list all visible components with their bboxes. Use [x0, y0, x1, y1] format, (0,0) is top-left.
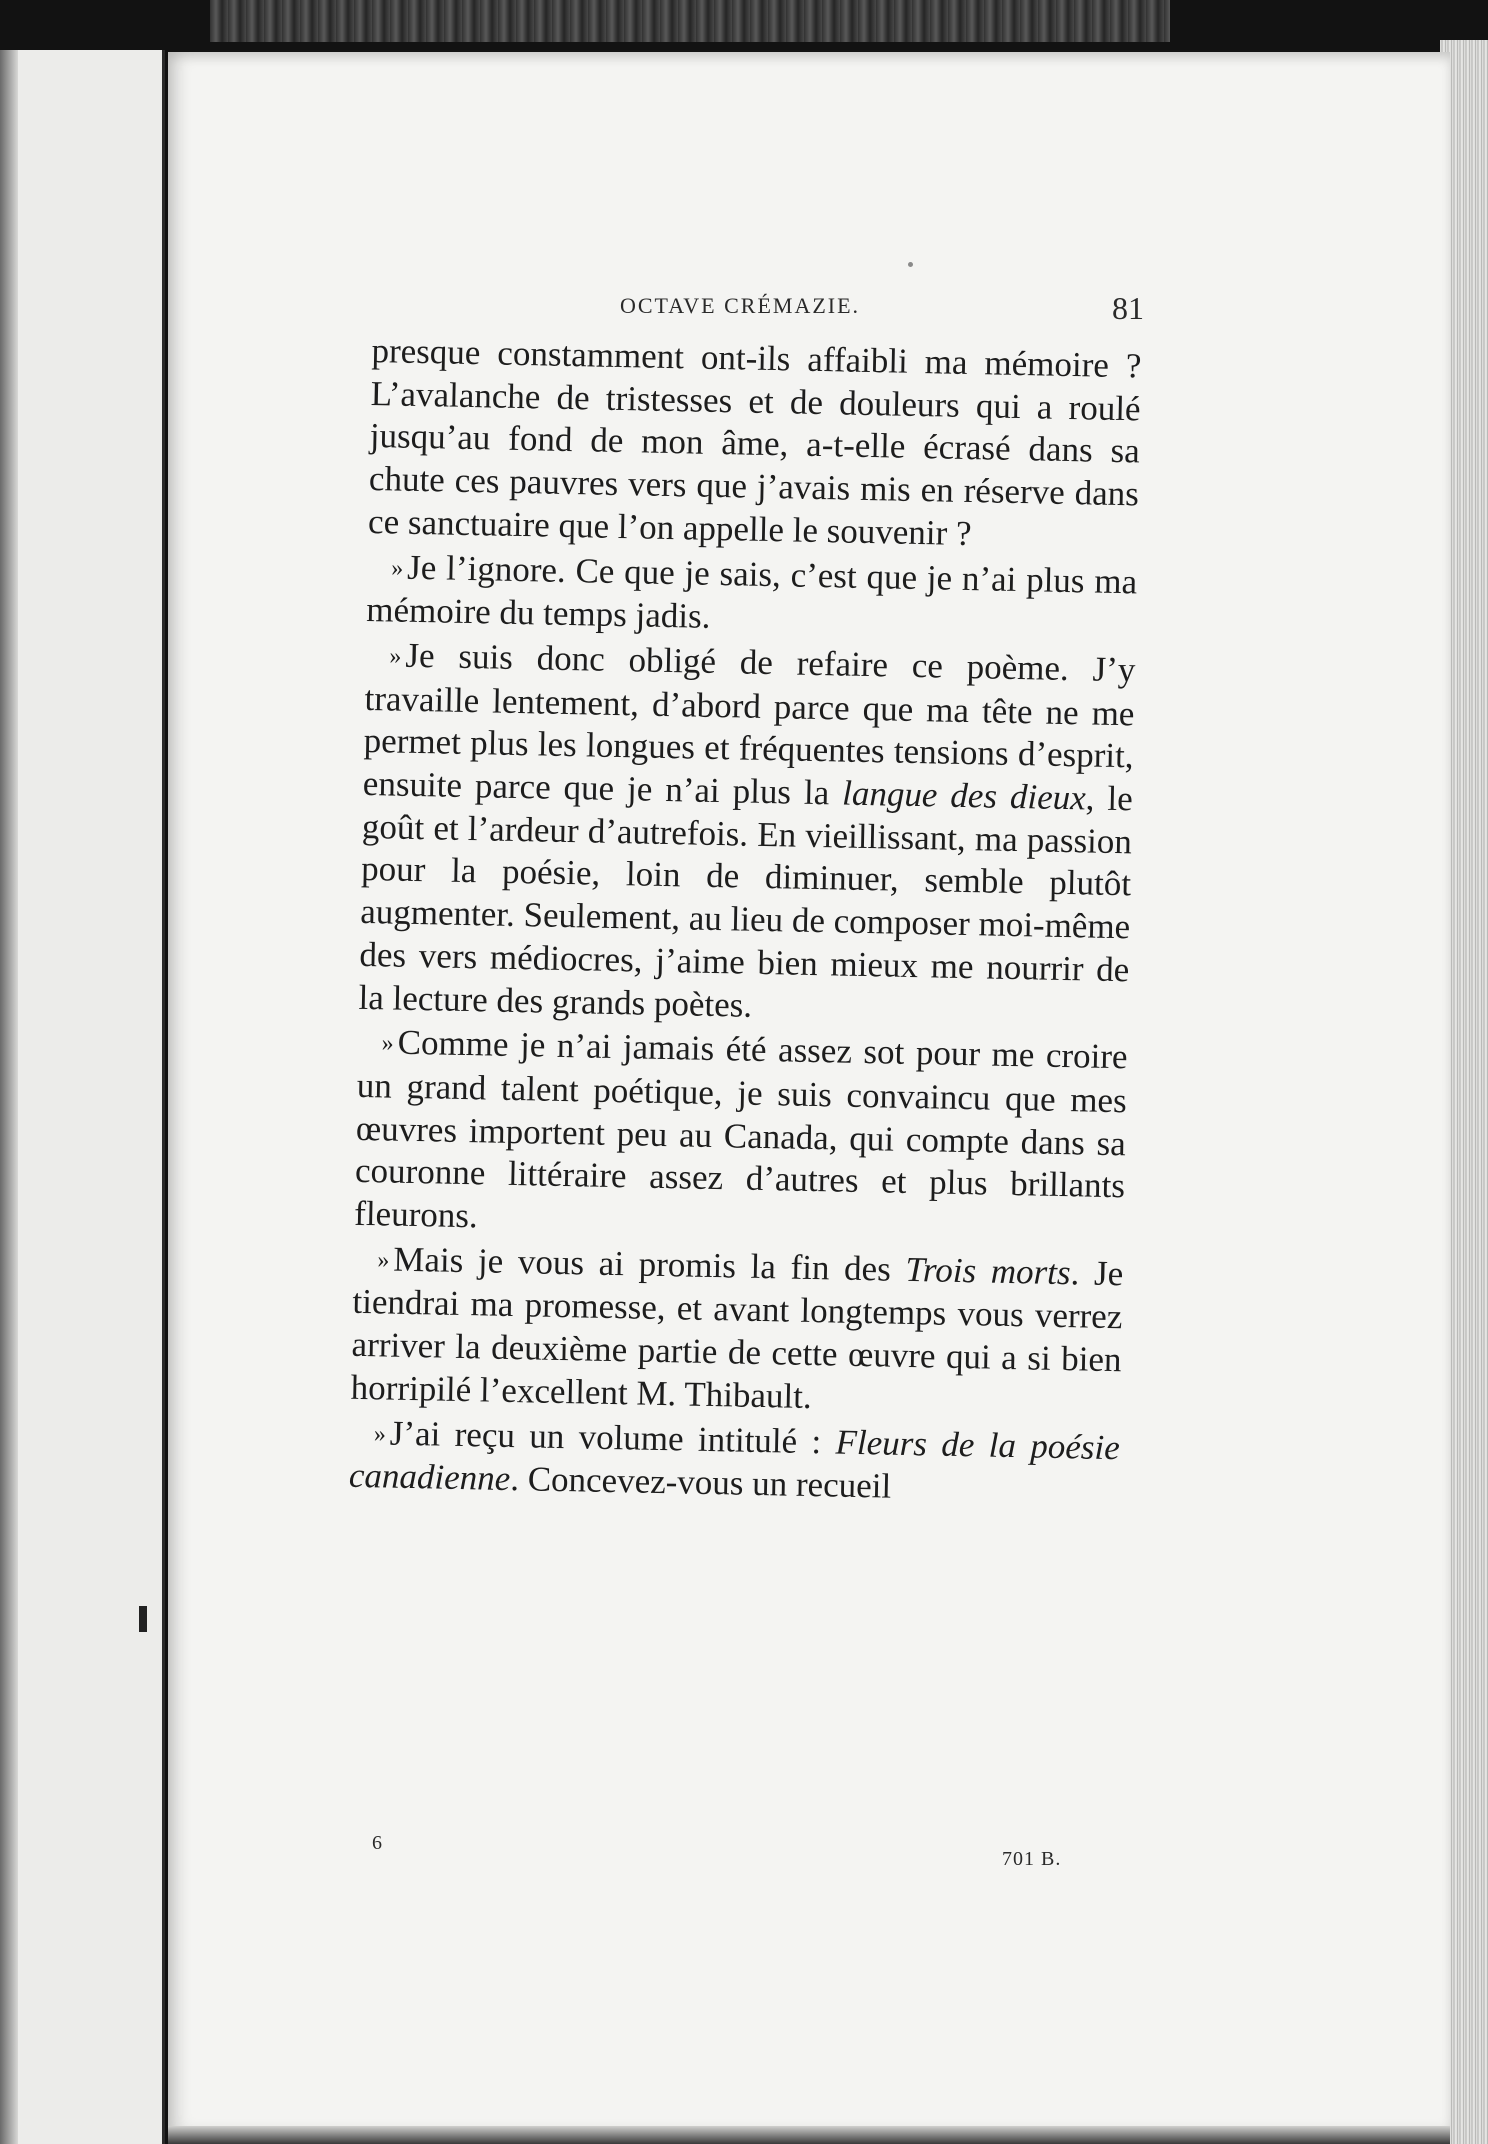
italic-text: Trois morts: [905, 1249, 1072, 1292]
gutter-shadow: [0, 50, 18, 2144]
paragraph: [350, 1238, 1123, 1425]
text-run: presque constamment ont-ils affaibli ma mémoire ? L’avalanche de tristesses et de douleurs qui a roulé jusqu’au fond de mon âme, a-t-elle écrasé dans sa chute ces pauvres vers que j’avais mis en réserve dans ce sanctuaire que l’on appelle le souvenir ?: [367, 330, 1142, 553]
book-binding-edge: [210, 0, 1170, 42]
paragraph: [368, 330, 1142, 559]
quote-mark: »: [377, 1247, 390, 1274]
signature-mark: 6: [372, 1832, 382, 1854]
left-facing-page: [0, 50, 165, 2144]
running-head: OCTAVE CRÉMAZIE.: [620, 293, 861, 318]
quote-mark: »: [389, 643, 402, 670]
quote-mark: »: [373, 1420, 387, 1448]
body-text: [349, 330, 1142, 1513]
text-run: . Je tiendrai ma promesse, et avant longtemps vous verrez arriver la deuxième partie de cette œuvre qui a si bien horripilé l’excellent M. Thibault.: [350, 1252, 1124, 1416]
text-run: , le goût et l’ardeur d’autrefois. En vieillissant, ma passion pour la poésie, loin de diminuer, semble plutôt augmenter. Seulement, au lieu de composer moi-même des vers médiocres, j’aime bien mieux me nourrir de la lecture des grands poètes.: [358, 778, 1134, 1025]
stock-number: 701 B.: [1002, 1848, 1062, 1870]
paragraph: [354, 1021, 1128, 1251]
paragraph: [349, 1411, 1121, 1513]
text-run: Mais je vous ai promis la fin des: [392, 1239, 906, 1289]
italic-text: Fleurs de la poésie canadienne: [348, 1422, 1121, 1499]
text-run: Je suis donc obligé de refaire ce poème. J’y travaille lentement, d’abord parce que ma tête ne me permet plus les longues et fréquentes tensions d’esprit, ensuite parce que je n’ai plus la: [362, 635, 1136, 813]
page-bottom-edge: [168, 2126, 1450, 2144]
italic-text: langue des dieux: [841, 773, 1087, 818]
text-run: . Concevez-vous un recueil: [509, 1459, 892, 1506]
text-run: J’ai reçu un volume intitulé :: [389, 1413, 837, 1462]
paragraph: [358, 634, 1136, 1035]
text-run: Comme je n’ai jamais été assez sot pour me croire un grand talent poétique, je suis convaincu que mes œuvres importent peu au Canada, qui compte dans sa couronne littéraire assez d’autres et plus brillants fleurons.: [353, 1022, 1128, 1236]
paragraph: [366, 545, 1138, 647]
paper-speck: [908, 262, 913, 267]
quote-mark: »: [381, 1030, 394, 1057]
page-number: 81: [1112, 290, 1144, 326]
quote-mark: »: [390, 554, 404, 582]
page-clip-mark: [139, 1606, 147, 1632]
text-run: Je l’ignore. Ce que je sais, c’est que je n’ai plus ma mémoire du temps jadis.: [365, 547, 1138, 637]
